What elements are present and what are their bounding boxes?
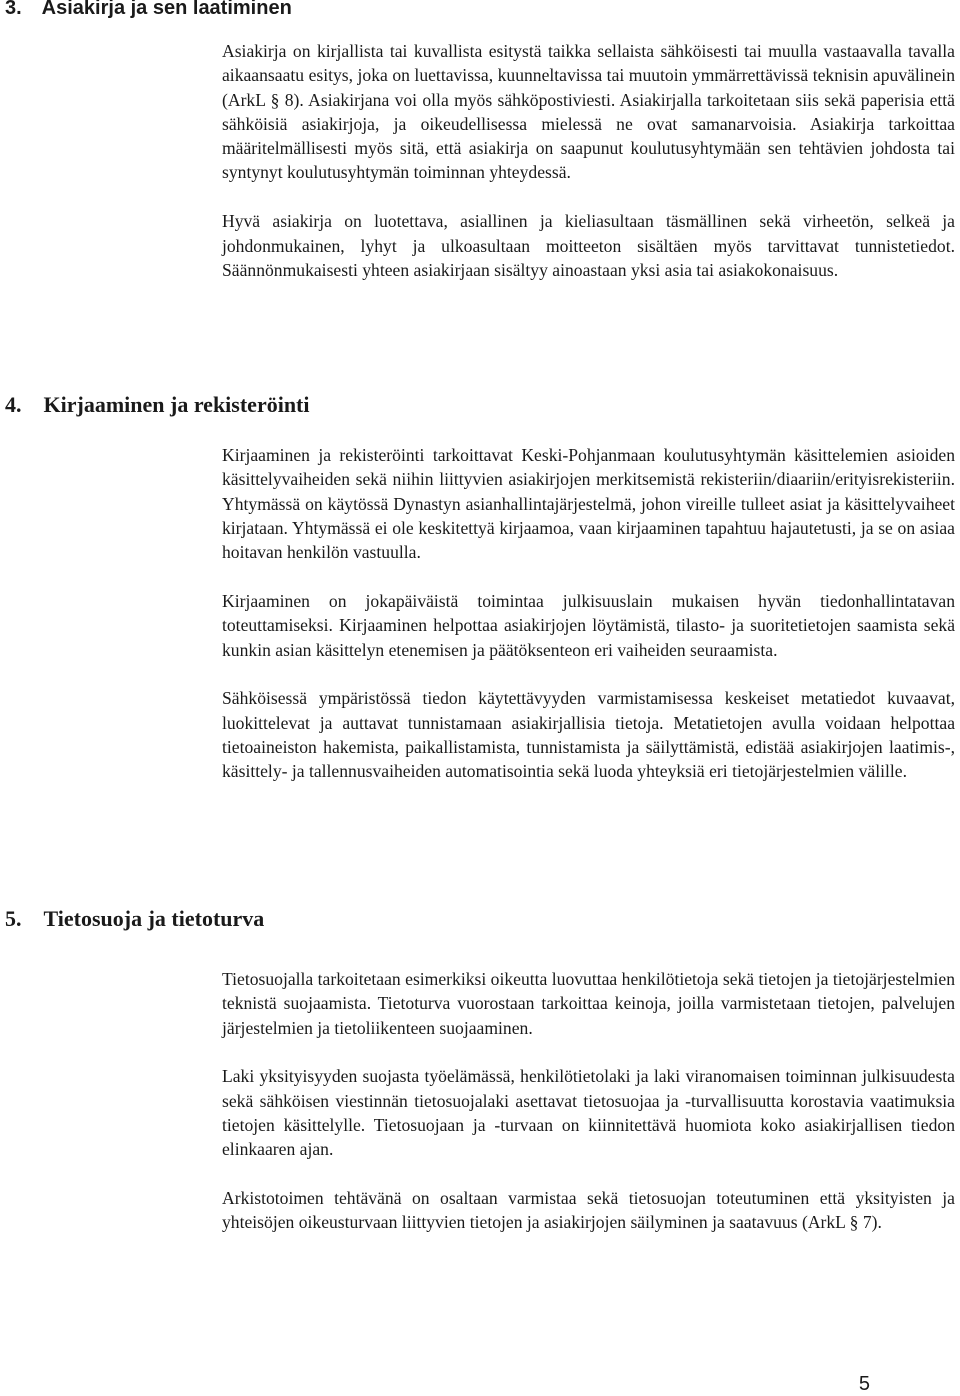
section-5-heading: 5. Tietosuoja ja tietoturva — [5, 906, 265, 931]
page-number: 5 — [858, 1373, 870, 1395]
section-4-paragraph-3: Sähköisessä ympäristössä tiedon käytettävyyden varmistamisessa keskeiset metatiedot kuvaavat, luokittelevat ja auttavat tunnistamaan asiakirjallisia tietoja. Metatietojen avulla voidaan helpottaa tietoaineiston hakemista, paikallistamista, tunnistamista ja säilyttämistä, edistää asiakirjojen laatimis-, käsittely- ja tallennusvaiheiden automatisointia sekä luoda yhteyksiä eri tietojärjestelmien välille. — [222, 688, 955, 782]
section-5-body — [222, 967, 955, 1235]
section-5-paragraph-1: Tietosuojalla tarkoitetaan esimerkiksi oikeutta luovuttaa henkilötietoja sekä tietojen ja tietojärjestelmien teknistä suojaamista. Tietoturva vuorostaan tarkoittaa keinoja, joilla varmistetaan tietojen, palvelujen järjestelmien ja tietoliikenteen suojaaminen. — [222, 969, 955, 1038]
section-4-heading: 4. Kirjaaminen ja rekisteröinti — [5, 392, 310, 417]
section-5-paragraph-3: Arkistotoimen tehtävänä on osaltaan varmistaa sekä tietosuojan toteutuminen että yksityisten ja yhteisöjen oikeusturvaan liittyvien tietojen ja asiakirjojen säilyminen ja saatavuus (ArkL § 7). — [222, 1188, 955, 1233]
section-3-paragraph-1: Asiakirja on kirjallista tai kuvallista esitystä taikka sellaista sähköisesti tai muulla vastaavalla tavalla aikaansaatu esitys, joka on luettavissa, kuunneltavissa tai muutoin ymmärrettävissä teknisin apuvälinein (ArkL § 8). Asiakirjana voi olla myös sähköpostiviesti. Asiakirjalla tarkoitetaan siis sekä paperisia että sähköisiä asiakirjoja, ja oikeudellisessa mielessä ne ovat samanarvoisia. Asiakirja tarkoittaa määritelmällisesti myös sitä, että asiakirja on saapunut koulutusyhtymään sen tehtävien johdosta tai syntynyt koulutusyhtymän toiminnan yhteydessä. — [222, 41, 955, 183]
section-4-paragraph-2: Kirjaaminen on jokapäiväistä toimintaa julkisuuslain mukaisen hyvän tiedonhallintatavan toteuttamiseksi. Kirjaaminen helpottaa asiakirjojen löytämistä, tilasto- ja suoritetietojen saamista sekä kunkin asian käsittelyn etenemisen ja päätöksenteon eri vaiheiden seuraamista. — [222, 590, 955, 660]
section-4-paragraph-1: Kirjaaminen ja rekisteröinti tarkoittavat Keski-Pohjanmaan koulutusyhtymän käsittelemien asioiden käsittelyvaiheiden sekä niihin liittyvien asiakirjojen merkitsemistä rekisteriin/diaariin/erityisrekisteriin. Yhtymässä on käytössä Dynastyn asianhallintajärjestelmä, johon vireille tulleet asiat ja käsittelyvaiheet kirjataan. Yhtymässä ei ole keskitettyä kirjaamoa, vaan kirjaaminen tapahtuu hajautetusti, ja se on asiaa hoitavan henkilön vastuulla. — [222, 445, 955, 563]
section-3-paragraph-2: Hyvä asiakirja on luotettava, asiallinen ja kieliasultaan täsmällinen sekä virheetön, selkeä ja johdonmukainen, lyhyt ja ulkoasultaan moitteeton sisältäen myös tarvittavat tunnistetiedot. Säännönmukaisesti yhteen asiakirjaan sisältyy ainoastaan yksi asia tai asiakokonaisuus. — [222, 211, 955, 280]
section-4-body — [222, 443, 955, 784]
section-3-body — [222, 39, 955, 282]
section-5-paragraph-2: Laki yksityisyyden suojasta työelämässä, henkilötietolaki ja laki viranomaisen toiminnan julkisuudesta sekä sähköisen viestinnän tietosuojalaki asettavat tietosuojaa ja -turvallisuutta korostavia vaatimuksia tietojen käsittelylle. Tietosuojaan ja -turvaan on kiinnitettävä huomiota koko asiakirjallisen tiedon elinkaaren ajan. — [222, 1066, 955, 1160]
section-3-heading: 3. Asiakirja ja sen laatiminen — [5, 0, 292, 19]
